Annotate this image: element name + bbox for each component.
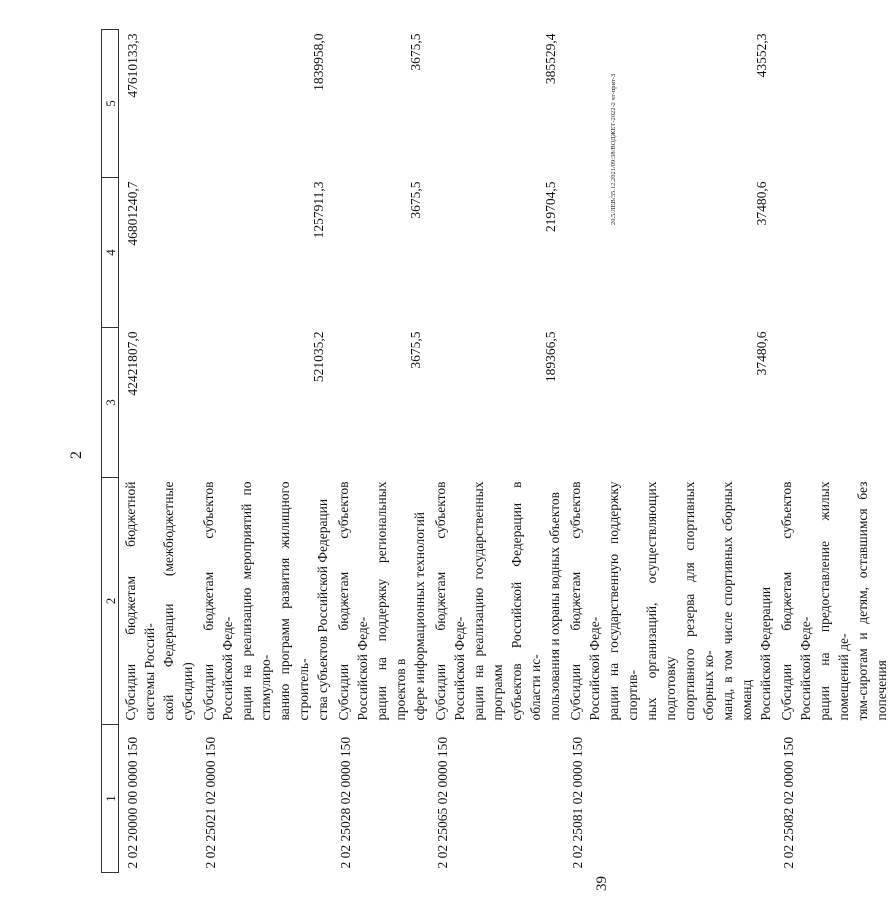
column-header: 1 xyxy=(102,725,119,873)
revenue-name-line: пользования и охраны водных объектов xyxy=(547,491,562,721)
value-col4: 3675,5 xyxy=(408,181,423,219)
table-row xyxy=(197,30,332,873)
value-col5: 47610133,3 xyxy=(125,33,140,98)
value-col3 xyxy=(775,328,891,478)
revenue-name-line: манд, в том числе спортивных сборных команд xyxy=(720,481,754,721)
value-col3: 521035,2 xyxy=(311,331,326,383)
column-header: 2 xyxy=(102,478,119,725)
value-col5: 1839958,0 xyxy=(311,33,326,91)
value-col4: 1257911,3 xyxy=(311,181,326,239)
budget-code: 2 02 25028 02 0000 150 xyxy=(338,736,353,869)
column-header: 3 xyxy=(102,328,119,478)
revenue-name-line: тям-сиротам и детям, оставшимся без попечения xyxy=(855,481,889,721)
revenue-name-line: рации на реализацию мероприятий по стимулиро- xyxy=(239,481,273,721)
revenue-name-line: рации на поддержку региональных проектов в xyxy=(374,481,408,721)
budget-code: 2 02 25021 02 0000 150 xyxy=(203,736,218,869)
revenue-name-line: ства субъектов Российской Федерации xyxy=(315,498,330,721)
budget-code: 2 02 20000 00 0000 150 xyxy=(125,736,140,869)
value-col3: 189366,5 xyxy=(543,331,558,383)
revenue-name xyxy=(119,478,198,725)
value-col4: 219704,5 xyxy=(543,181,558,233)
revenue-name-line: рации на реализацию государственных программ xyxy=(471,481,505,721)
table-row xyxy=(775,30,891,873)
page-number-bottom: 39 xyxy=(594,876,610,891)
revenue-name-line: спортивного резерва для спортивных сборных ко- xyxy=(682,481,716,721)
revenue-name-line: Субсидии бюджетам субъектов Российской Феде- xyxy=(433,481,467,721)
value-col4 xyxy=(775,178,891,328)
column-header: 5 xyxy=(102,30,119,178)
table-row xyxy=(119,30,198,873)
budget-code: 2 02 25081 02 0000 150 xyxy=(570,736,585,869)
value-col4: 46801240,7 xyxy=(125,181,140,246)
revenue-name-line: ской Федерации (межбюджетные субсидии) xyxy=(161,481,195,721)
revenue-name xyxy=(429,478,564,725)
revenue-name xyxy=(197,478,332,725)
value-col5: 385529,4 xyxy=(543,33,558,85)
revenue-name-line: рации на предоставление жилых помещений де- xyxy=(817,481,851,721)
revenue-table xyxy=(101,29,891,873)
value-col5: 3675,5 xyxy=(408,33,423,71)
page-number-top: 2 xyxy=(68,451,85,459)
value-col4: 37480,6 xyxy=(754,181,769,226)
revenue-name-line: Субсидии бюджетам бюджетной системы Россий- xyxy=(123,481,157,721)
revenue-name-line: ванию программ развития жилищного строитель- xyxy=(277,481,311,721)
revenue-name xyxy=(775,478,891,725)
revenue-name xyxy=(564,478,775,725)
revenue-name xyxy=(332,478,429,725)
value-col5: 43552,3 xyxy=(754,33,769,78)
revenue-name-line: сфере информационных технологий xyxy=(412,511,427,721)
column-header: 4 xyxy=(102,178,119,328)
revenue-name-line: Субсидии бюджетам субъектов Российской Феде- xyxy=(779,481,813,721)
revenue-name-line: субъектов Российской Федерации в области ис- xyxy=(509,481,543,721)
table-header-row xyxy=(102,30,119,873)
budget-code: 2 02 25082 02 0000 150 xyxy=(781,736,796,869)
revenue-name-line: Субсидии бюджетам субъектов Российской Феде- xyxy=(336,481,370,721)
revenue-name-line: Субсидии бюджетам субъектов Российской Феде- xyxy=(201,481,235,721)
revenue-name-line: рации на государственную поддержку спортив- xyxy=(606,481,640,721)
value-col3: 42421807,0 xyxy=(125,331,140,396)
revenue-name-line: Российской Федерации xyxy=(758,586,773,721)
table-row xyxy=(429,30,564,873)
value-col3: 3675,5 xyxy=(408,331,423,369)
value-col5 xyxy=(775,30,891,178)
budget-code: 2 02 25065 02 0000 150 xyxy=(435,736,450,869)
table-row xyxy=(564,30,775,873)
table-row xyxy=(332,30,429,873)
revenue-name-line: ных организаций, осуществляющих подготовку xyxy=(644,481,678,721)
footer-stamp: 20.5/ЛЕВ/35.12.2021/09:38/ВОДЖЕТ-2022-2 чт-прит-3 xyxy=(610,73,617,225)
revenue-name-line: Субсидии бюджетам субъектов Российской Феде- xyxy=(568,481,602,721)
value-col3: 37480,6 xyxy=(754,331,769,376)
